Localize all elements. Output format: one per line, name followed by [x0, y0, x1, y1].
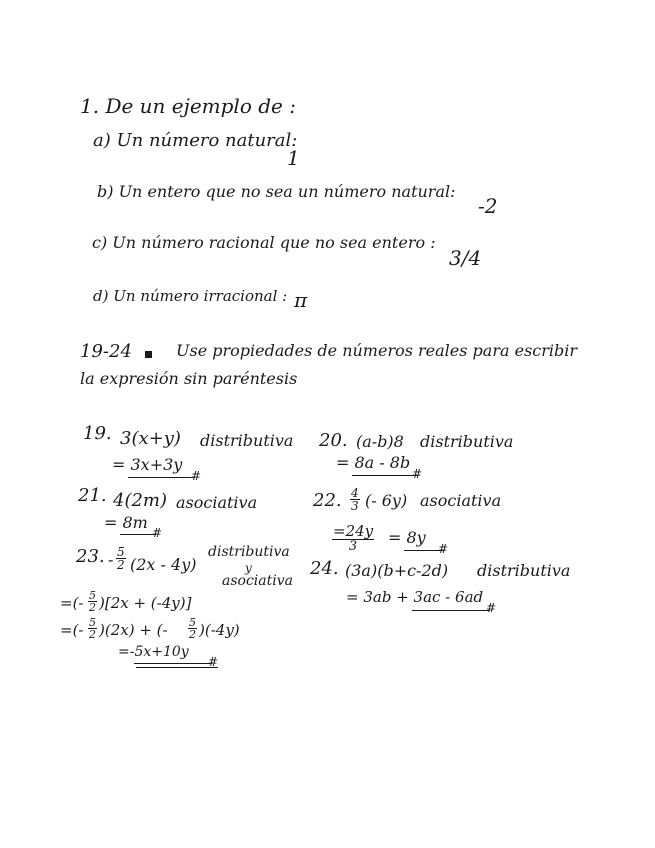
p24-property: distributiva: [477, 561, 571, 580]
p20-expression: (a-b)8: [356, 432, 404, 451]
q1-b-answer: -2: [478, 194, 498, 218]
p21-mark: #: [152, 526, 163, 540]
p23-underline-2: [136, 667, 218, 668]
p20-result: = 8a - 8b: [336, 453, 411, 472]
p23-step1-fraction: [88, 590, 97, 613]
p19-result: = 3x+3y: [112, 455, 183, 474]
p22-fraction-num: 4: [351, 486, 359, 500]
p22-property: asociativa: [420, 491, 502, 510]
p19-property: distributiva: [200, 431, 294, 450]
q1-a-text: a) Un número natural:: [93, 130, 298, 151]
p24-mark: #: [486, 601, 497, 615]
p20-mark: #: [412, 467, 423, 481]
p20-label: 20.: [319, 430, 348, 451]
p21-label: 21.: [78, 485, 107, 506]
p23-label: 23.: [76, 546, 105, 567]
q1-heading: 1. De un ejemplo de :: [80, 94, 296, 118]
q1-c-text: c) Un número racional que no sea entero :: [92, 233, 436, 252]
p19-mark: #: [191, 469, 202, 483]
p22-expression: (- 6y): [365, 491, 408, 510]
p23-property-y: y: [245, 561, 252, 575]
p23-step2-post: )(-4y): [199, 621, 240, 639]
p19-label: 19.: [83, 423, 112, 444]
p23-step2-fraction-a-den: 2: [89, 628, 96, 641]
q1-a-answer: 1: [287, 146, 300, 170]
bullet-icon: [145, 351, 152, 358]
p23-step2-fraction-b-den: 2: [189, 628, 196, 641]
p19-underline: [128, 477, 194, 478]
instructions-range: 19-24: [80, 341, 132, 362]
p22-mark: #: [438, 542, 449, 556]
p23-step2-mid: )(2x) + (-: [99, 621, 168, 639]
p23-result: =-5x+10y: [118, 644, 189, 660]
p22-fraction: [350, 487, 360, 512]
p23-expression: (2x - 4y): [130, 555, 197, 574]
p23-property2: asociativa: [222, 573, 293, 589]
p23-step2-pre: =(-: [60, 621, 84, 639]
p22-result-den: 3: [348, 539, 358, 554]
p23-step1-post: )[2x + (-4y)]: [99, 594, 192, 612]
p19-expression: 3(x+y): [120, 428, 181, 449]
p24-label: 24.: [310, 558, 339, 579]
p23-negative: -: [108, 550, 114, 569]
p24-result: = 3ab + 3ac - 6ad: [346, 588, 484, 606]
p22-result-num: =24y: [333, 522, 374, 540]
p21-underline: [120, 534, 156, 535]
p23-fraction-num: 5: [117, 545, 125, 559]
p23-step1-pre: =(-: [60, 594, 84, 612]
p20-property: distributiva: [420, 432, 514, 451]
p23-step2-fraction-a-num: 5: [89, 616, 96, 629]
p22-fraction-den: 3: [351, 499, 359, 513]
p21-property: asociativa: [176, 493, 258, 512]
p23-fraction: [116, 546, 126, 571]
instructions-line2: la expresión sin paréntesis: [80, 369, 298, 388]
p23-underline: [134, 663, 212, 664]
p22-label: 22.: [313, 490, 342, 511]
q1-d-answer: π: [294, 288, 308, 312]
p23-step1-fraction-num: 5: [89, 589, 96, 602]
p23-property1: distributiva: [208, 544, 290, 560]
q1-d-text: d) Un número irracional :: [93, 287, 288, 305]
p21-expression: 4(2m): [113, 490, 168, 511]
q1-b-text: b) Un entero que no sea un número natural:: [97, 182, 456, 201]
p23-step1-fraction-den: 2: [89, 601, 96, 614]
p22-result-tail: = 8y: [388, 528, 426, 547]
p20-underline: [352, 475, 418, 476]
p23-step2-fraction-b-num: 5: [189, 616, 196, 629]
p23-step2-fraction-b: [188, 617, 197, 640]
p23-mark: #: [208, 655, 219, 669]
p24-underline: [412, 610, 490, 611]
q1-c-answer: 3/4: [449, 246, 482, 270]
p23-fraction-den: 2: [117, 558, 125, 572]
p22-result-fraction: [332, 524, 374, 553]
instructions-line1: Use propiedades de números reales para escribir: [176, 341, 578, 360]
p21-result: = 8m: [104, 513, 148, 532]
p23-step2-fraction-a: [88, 617, 97, 640]
p24-expression: (3a)(b+c-2d): [345, 561, 449, 580]
